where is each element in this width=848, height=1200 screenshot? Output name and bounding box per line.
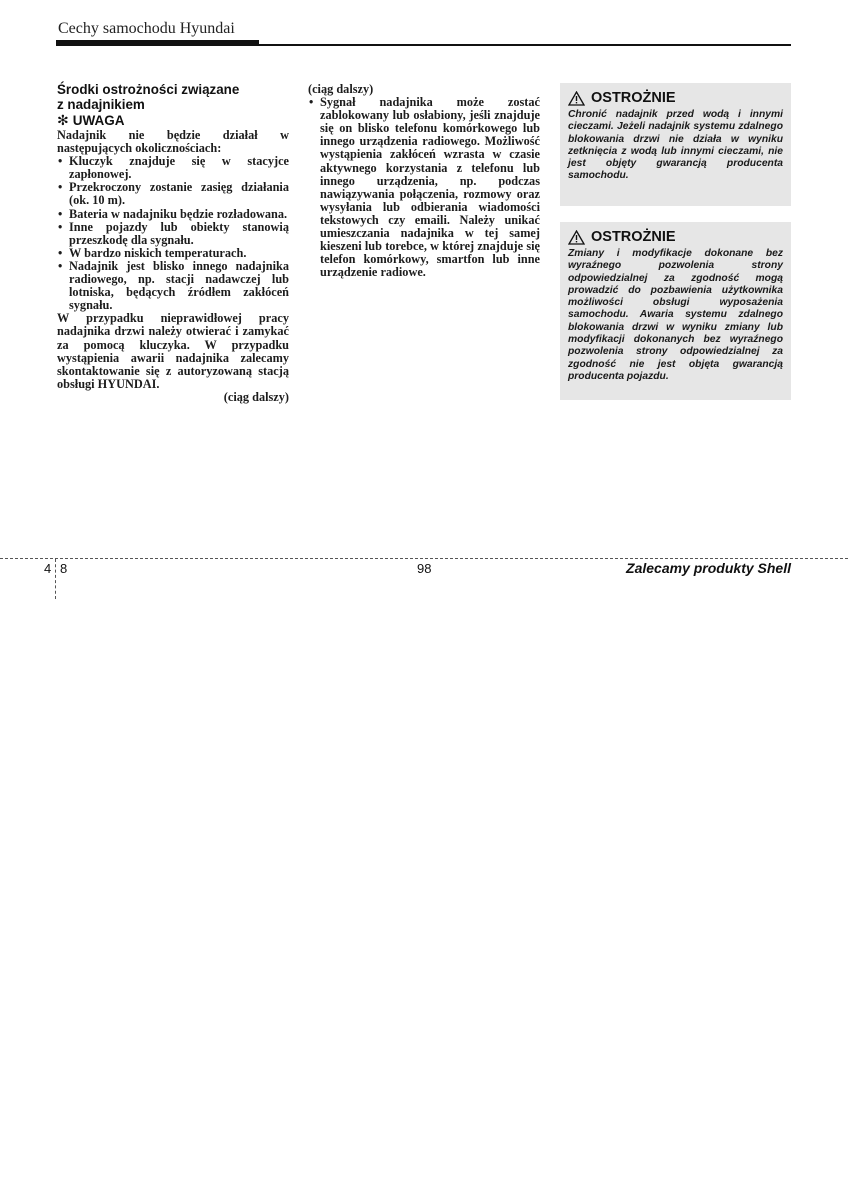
uwaga-heading [57,113,289,129]
page-header-title: Cechy samochodu Hyundai [58,20,235,37]
column-middle [308,83,540,279]
header-rule-thin [56,44,791,46]
continued-label: (ciąg dalszy) [223,389,289,404]
caution-heading [568,228,783,246]
section-title [57,82,289,112]
list-item: • Nadajnik jest blisko innego nadajnika radiowego, np. stacji nadawczej lub lotniska, będących źródłem zakłóceń sygnału. [57,260,289,312]
section-title-line2: z nadajnikiem [57,97,145,112]
section-title-line1: Środki ostrożności związane [57,82,240,97]
list-item: • W bardzo niskich temperaturach. [57,247,289,260]
conditions-list [57,155,289,312]
caution-title: OSTROŻNIE [591,90,676,106]
caution-title: OSTROŻNIE [591,229,676,245]
malfunction-paragraph: W przypadku nieprawidłowej pracy nadajnika drzwi należy otwierać i zamykać za pomocą kluczyka. W przypadku wystąpienia awarii nadajnika zalecamy skontaktowanie się z autoryzowaną stacją obsługi HYUNDAI. [57,311,289,391]
list-item: • Kluczyk znajduje się w stacyjce zapłonowej. [57,155,289,181]
caution-box-water [560,83,791,206]
column-left [57,82,289,404]
warning-triangle-icon [568,91,585,106]
caution-heading [568,89,783,107]
intro-text: Nadajnik nie będzie działał w następujących okolicznościach: [57,128,289,156]
footer-divider [0,558,848,559]
chapter-page-number: 8 [60,561,68,576]
warning-triangle-icon [568,230,585,245]
asterisk-icon: ✻ [57,113,69,129]
list-item: • Inne pojazdy lub obiekty stanowią przeszkodę dla sygnału. [57,221,289,247]
signal-list [308,96,540,279]
chapter-number: 4 [44,561,52,576]
uwaga-label: UWAGA [72,113,125,128]
page-number: 98 [417,561,432,576]
list-item: • Sygnał nadajnika może zostać zablokowany lub osłabiony, jeśli znajduje się on blisko telefonu komórkowego lub innego urządzenia radiowego. Możliwość wystąpienia zakłóceń wzrasta w czasie aktywnego korzystania z telefonu lub innego urządzenia, np. podczas nawiązywania połączenia, rozmowy oraz wysyłania lub odbierania wiadomości tekstowych czy emaili. Należy unikać umieszczania nadajnika w tej samej kieszeni lub torebce, w której znajduje się telefon komórkowy, smartfon lub inne urządzenie radiowe. [308,96,540,279]
caution-text: Chronić nadajnik przed wodą i innymi cieczami. Jeżeli nadajnik systemu zdalnego blokowania drzwi nie działa w wyniku zetknięcia z wodą lub innymi cieczami, nie jest objęty gwarancją producenta samochodu. [568,109,783,182]
caution-box-modifications [560,222,791,400]
footer-vertical-divider [55,559,56,599]
list-item: • Przekroczony zostanie zasięg działania (ok. 10 m). [57,181,289,207]
list-item: • Bateria w nadajniku będzie rozładowana. [57,208,289,221]
caution-text: Zmiany i modyfikacje dokonane bez wyraźnego pozwolenia strony odpowiedzialnej za zgodność mogą prowadzić do pozbawienia użytkownika możliwości obsługi wyposażenia samochodu. Awaria systemu zdalnego blokowania drzwi w wyniku zmiany lub modyfikacji dokonanych bez wyraźnego pozwolenia strony odpowiedzialnej za zgodność nie jest objęta gwarancją producenta pojazdu. [568,248,783,382]
footer-ad-text: Zalecamy produkty Shell [626,560,791,576]
continued-label: (ciąg dalszy) [308,82,374,96]
